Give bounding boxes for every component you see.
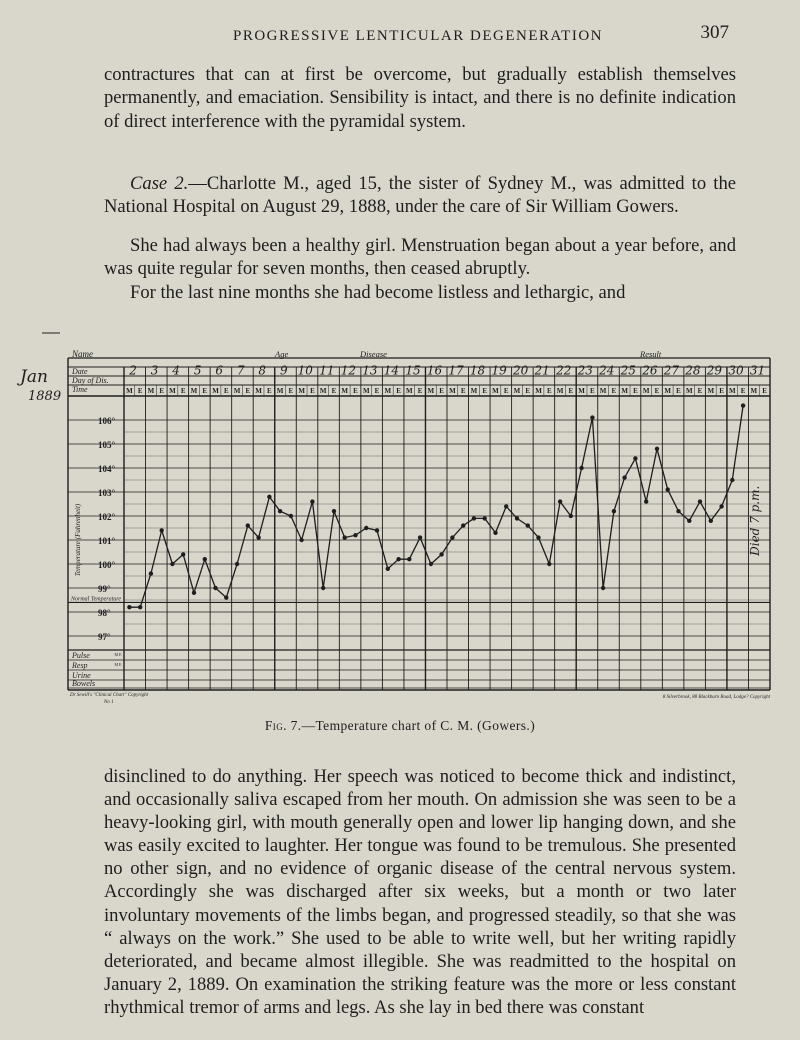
temperature-point <box>666 487 670 491</box>
y-tick-label: 106° <box>98 416 116 426</box>
temperature-point <box>569 514 573 518</box>
time-label-evening: E <box>503 387 509 395</box>
date-label: 9 <box>279 363 288 378</box>
temperature-point <box>698 499 702 503</box>
figure-caption <box>0 718 800 734</box>
temperature-point <box>536 535 540 539</box>
normal-temperature-label: Normal Temperature <box>71 596 122 603</box>
date-label: 25 <box>620 363 636 378</box>
time-label-evening: E <box>482 387 488 395</box>
temperature-point <box>461 523 465 527</box>
time-label-morning: M <box>449 387 456 395</box>
time-label-morning: M <box>319 387 327 395</box>
time-label-morning: M <box>578 387 585 395</box>
temperature-point <box>364 526 368 530</box>
temperature-point <box>278 509 282 513</box>
temperature-point <box>310 499 314 503</box>
date-label: 4 <box>172 363 180 378</box>
bottom-row-label-bowels: Bowels <box>72 679 96 688</box>
time-label-morning: M <box>470 387 478 395</box>
paragraph-2-text: —Charlotte M., aged 15, the sister of Sydney M., was admitted to the National Hospital on August 29, 1888, under the care of Sir William Gowers. <box>104 173 736 218</box>
time-label-evening: E <box>460 387 466 395</box>
time-label-morning: M <box>384 387 392 395</box>
y-tick-label: 101° <box>98 536 116 546</box>
temperature-chart <box>0 330 800 710</box>
running-header <box>105 22 735 48</box>
time-label-evening: E <box>288 387 294 395</box>
time-label-morning: M <box>255 387 262 395</box>
temperature-point <box>676 509 680 513</box>
temperature-point <box>547 562 551 566</box>
time-label-evening: E <box>439 387 444 395</box>
time-label-morning: M <box>492 387 499 395</box>
time-label-morning: M <box>406 387 413 395</box>
temperature-point <box>267 495 271 499</box>
time-label-evening: E <box>374 387 380 395</box>
time-label-evening: E <box>310 387 315 395</box>
time-label-evening: E <box>417 387 423 395</box>
temperature-point <box>289 514 293 518</box>
y-tick-label: 103° <box>98 488 116 498</box>
time-label-evening: E <box>762 387 767 395</box>
date-label: 20 <box>513 363 529 378</box>
date-label: 24 <box>599 363 615 378</box>
bottom-row-label-pulse: Pulse <box>72 651 90 660</box>
temperature-point <box>192 591 196 595</box>
paragraph-1: contractures that can at first be overcome, but gradually establish themselves permanently, and emaciation. Sensibility is intact, and there is no definite indication of direct interference with the pyramidal system. <box>104 64 736 132</box>
time-label-evening: E <box>740 387 746 395</box>
y-tick-label: 100° <box>98 560 116 570</box>
time-label-morning: M <box>642 387 650 395</box>
date-label: 31 <box>749 363 766 378</box>
temperature-point <box>709 519 713 523</box>
temperature-point <box>235 562 239 566</box>
paragraph-3-text: She had always been a healthy girl. Menstruation began about a year before, and was quite regular for seven months, then ceased abruptly. <box>104 235 736 280</box>
temperature-point <box>203 557 207 561</box>
row-label-date: Date <box>72 367 88 376</box>
time-label-evening: E <box>223 387 229 395</box>
temperature-point <box>213 586 217 590</box>
bottom-row-label-resp: Resp <box>72 661 88 670</box>
temperature-point <box>386 567 390 571</box>
temperature-point <box>472 516 476 520</box>
temperature-point <box>526 523 530 527</box>
paragraph-4 <box>104 281 736 304</box>
date-label: 23 <box>577 363 593 378</box>
time-label-morning: M <box>233 387 241 395</box>
margin-note-year: 1889 <box>28 389 62 404</box>
section-label-disease: Disease <box>360 349 387 359</box>
footer-right: 8 Silverbrook, 88 Blackburn Road, Lodge? Copyright <box>662 695 770 700</box>
time-label-evening: E <box>202 387 208 395</box>
date-label: 21 <box>534 363 550 378</box>
temperature-point <box>332 509 336 513</box>
death-note: Died 7 p.m. <box>748 485 763 556</box>
time-label-morning: M <box>685 387 693 395</box>
time-label-evening: E <box>396 387 401 395</box>
y-axis-label: Temperature (Fahrenheit) <box>74 503 82 577</box>
paragraph-3 <box>104 234 736 281</box>
margin-note-month: Jan <box>20 367 48 387</box>
time-label-morning: M <box>126 387 133 395</box>
time-label-morning: M <box>341 387 349 395</box>
temperature-point <box>590 415 594 419</box>
temperature-point <box>418 535 422 539</box>
date-label: 13 <box>362 363 378 378</box>
time-label-morning: M <box>750 387 758 395</box>
bottom-row-marks: M E <box>114 652 122 657</box>
temperature-point <box>612 509 616 513</box>
temperature-point <box>483 516 487 520</box>
time-label-evening: E <box>267 387 272 395</box>
time-label-morning: M <box>556 387 564 395</box>
time-label-morning: M <box>599 387 607 395</box>
section-label-age: Age <box>275 349 289 359</box>
temperature-point <box>181 552 185 556</box>
date-label: 2 <box>129 363 137 378</box>
time-label-morning: M <box>147 387 155 395</box>
date-label: 28 <box>685 363 701 378</box>
temperature-point <box>149 571 153 575</box>
time-label-evening: E <box>159 387 165 395</box>
temperature-point <box>493 531 497 535</box>
temperature-point <box>601 586 605 590</box>
time-label-morning: M <box>535 387 542 395</box>
temperature-point <box>396 557 400 561</box>
y-tick-label: 98° <box>98 608 111 618</box>
section-label-result: Result <box>640 349 662 359</box>
date-label: 30 <box>728 363 744 378</box>
date-label: 10 <box>297 363 313 378</box>
date-label: 29 <box>706 363 723 378</box>
date-label: 7 <box>236 363 245 378</box>
temperature-point <box>579 466 583 470</box>
date-label: 3 <box>150 363 159 378</box>
date-label: 12 <box>340 363 357 378</box>
time-label-evening: E <box>719 387 724 395</box>
time-label-morning: M <box>707 387 715 395</box>
time-label-morning: M <box>169 387 176 395</box>
time-label-evening: E <box>633 387 638 395</box>
date-label: 16 <box>426 363 443 378</box>
date-label: 14 <box>383 363 400 378</box>
temperature-point <box>644 499 648 503</box>
date-label: 17 <box>448 363 464 378</box>
temperature-point <box>450 535 454 539</box>
row-label-name: Name <box>72 349 93 359</box>
date-label: 6 <box>215 363 223 378</box>
bottom-row-label-urine: Urine <box>72 671 91 680</box>
time-label-morning: M <box>729 387 736 395</box>
temperature-point <box>429 562 433 566</box>
time-label-morning: M <box>276 387 284 395</box>
time-label-evening: E <box>137 387 143 395</box>
time-label-evening: E <box>331 387 337 395</box>
y-tick-label: 99° <box>98 584 111 594</box>
row-label-time: Time <box>72 385 88 394</box>
paragraph-2 <box>104 172 736 219</box>
time-label-morning: M <box>212 387 219 395</box>
time-label-evening: E <box>546 387 552 395</box>
time-label-evening: E <box>568 387 574 395</box>
date-label: 11 <box>319 363 335 378</box>
time-label-evening: E <box>525 387 531 395</box>
date-label: 26 <box>642 363 658 378</box>
caption-text: —Temperature chart of C. M. (Gowers.) <box>301 718 536 733</box>
time-label-evening: E <box>654 387 660 395</box>
paragraph-4-text: For the last nine months she had become listless and lethargic, and <box>130 282 626 303</box>
temperature-point <box>407 557 411 561</box>
temperature-point <box>160 528 164 532</box>
temperature-point <box>515 516 519 520</box>
temperature-point <box>622 475 626 479</box>
time-label-morning: M <box>513 387 521 395</box>
time-label-evening: E <box>676 387 681 395</box>
temperature-point <box>730 478 734 482</box>
time-label-evening: E <box>245 387 251 395</box>
temperature-point <box>170 562 174 566</box>
temperature-point <box>353 533 357 537</box>
date-label: 18 <box>469 363 486 378</box>
caption-label: Fig. 7. <box>264 718 302 733</box>
temperature-point <box>719 504 723 508</box>
y-tick-label: 97° <box>98 632 111 642</box>
temperature-point <box>655 447 659 451</box>
temperature-series-line <box>129 406 743 608</box>
running-title: PROGRESSIVE LENTICULAR DEGENERATION <box>233 28 603 44</box>
temperature-point <box>246 523 250 527</box>
bottom-row-marks: M E <box>114 662 122 667</box>
temperature-point <box>633 456 637 460</box>
time-label-evening: E <box>697 387 703 395</box>
date-label: 8 <box>258 363 267 378</box>
temperature-point <box>127 605 131 609</box>
case-label: Case 2. <box>130 173 189 194</box>
temperature-point <box>343 535 347 539</box>
y-tick-label: 105° <box>98 440 116 450</box>
temperature-point <box>504 504 508 508</box>
time-label-evening: E <box>180 387 186 395</box>
time-label-evening: E <box>611 387 617 395</box>
time-label-morning: M <box>427 387 435 395</box>
time-label-evening: E <box>353 387 358 395</box>
footer-left-line1: Dr Sewill's "Clinical Chart" Copyright <box>70 693 149 698</box>
paragraph-5: disinclined to do anything. Her speech was noticed to become thick and indistinct, and occasionally saliva escaped from her mouth. On admission she was seen to be a heavy-looking girl, with mouth generally open and lower lip hanging down, and she was easily excited to laughter. Her tongue was found to be tremulous. She presented no other sign, and no evidence of organic disease of the central nervous system. Accordingly she was discharged after six weeks, but a month or two later involuntary movements of the limbs began, and progressed steadily, so that she was “ always on the work.” She used to be able to write well, but her writing rapidly deteriorated, and became almost illegible. She was readmitted to the hospital on January 2, 1889. On examination the striking feature was the more or less constant rhythmical tremor of arms and legs. As she lay in bed there was constant <box>104 766 736 1018</box>
y-tick-label: 104° <box>98 464 116 474</box>
temperature-point <box>321 586 325 590</box>
temperature-point <box>558 499 562 503</box>
time-label-morning: M <box>190 387 198 395</box>
time-label-morning: M <box>362 387 370 395</box>
temperature-point <box>375 528 379 532</box>
date-label: 15 <box>405 363 421 378</box>
page-number: 307 <box>700 22 729 43</box>
y-tick-label: 102° <box>98 512 116 522</box>
time-label-morning: M <box>298 387 305 395</box>
temperature-point <box>299 538 303 542</box>
date-label: 19 <box>491 363 507 378</box>
temperature-point <box>741 403 745 407</box>
date-label: 5 <box>193 363 202 378</box>
temperature-point <box>138 605 142 609</box>
time-label-evening: E <box>590 387 595 395</box>
temperature-point <box>256 535 260 539</box>
temperature-point <box>439 552 443 556</box>
row-label-day: Day of Dis. <box>72 376 109 385</box>
temperature-point <box>687 519 691 523</box>
temperature-point <box>224 595 228 599</box>
date-label: 27 <box>663 363 680 378</box>
date-label: 22 <box>556 363 572 378</box>
footer-left-line2: No 1 <box>104 700 114 705</box>
time-label-morning: M <box>664 387 672 395</box>
time-label-morning: M <box>621 387 628 395</box>
